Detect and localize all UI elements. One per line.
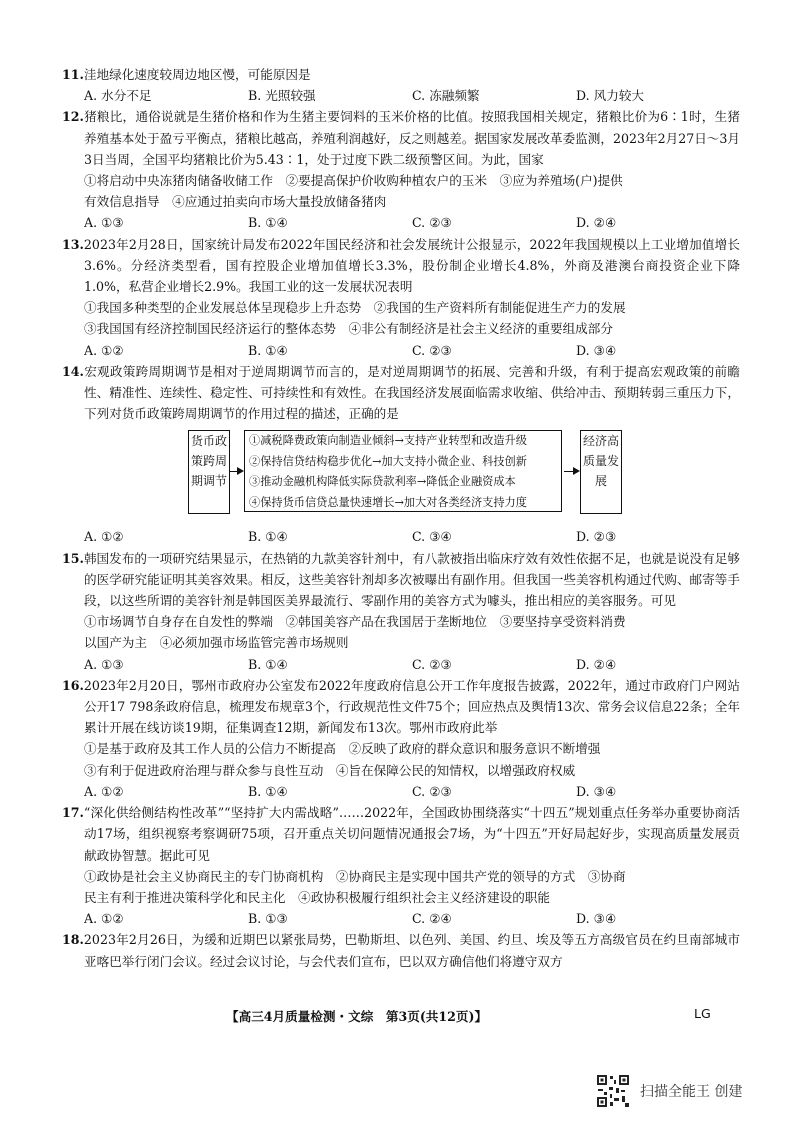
footer-code: LG: [694, 1006, 711, 1021]
answer-option: A. ①③: [84, 656, 124, 672]
answer-option: C. ②③: [412, 783, 452, 799]
answer-option: C. ②③: [412, 215, 452, 231]
question-q16: [62, 675, 740, 802]
choice-line: ①我国多种类型的企业发展总体呈现稳步上升态势 ②我国的生产资料所有制能促进生产力的发展: [84, 300, 626, 316]
answer-option: C. ③④: [412, 529, 452, 545]
question-q15: [62, 548, 740, 675]
answer-option: B. ①④: [248, 656, 288, 672]
question-q17: [62, 802, 740, 929]
question-text: 宏观政策跨周期调节是相对于逆周期调节而言的，是对逆周期调节的拓展、完善和升级，有利于提高宏观政策的前瞻性、精准性、连续性、稳定性、可持续性和有效性。在我国经济发展面临需求收缩、供给冲击、预期转弱三重压力下，下列对货币政策跨周期调节的作用过程的描述，正确的是: [83, 363, 740, 422]
choice-line: ①市场调节自身存在自发性的弊端 ②韩国美容产品在我国居于垄断地位 ③要坚持享受资料消费: [84, 614, 626, 630]
answer-option: C. 冻融频繁: [412, 88, 480, 104]
answer-option: A. ①②: [84, 342, 124, 358]
watermark-text: 扫描全能王 创建: [640, 1084, 743, 1100]
choice-line: 以国产为主 ④必须加强市场监管完善市场规则: [84, 635, 349, 651]
answer-option: B. 光照较强: [248, 88, 316, 104]
diagram-middle-box: [244, 430, 562, 512]
scanner-watermark: [596, 1074, 742, 1108]
choice-line: 民主有利于推进决策科学化和民主化 ④政协积极履行组织社会主义经济建设的职能: [84, 889, 550, 905]
question-number: 15.: [62, 550, 84, 566]
question-stem: [62, 548, 740, 612]
question-number: 14.: [62, 363, 84, 379]
answer-option: A. ①②: [84, 783, 124, 799]
question-text: 洼地绿化速度较周边地区慢，可能原因是: [83, 67, 311, 82]
policy-flow-diagram: [62, 428, 740, 520]
answer-options: [62, 526, 740, 547]
footer-text: 【高三4月质量检测・文综 第3页(共12页)】: [226, 1009, 488, 1024]
question-text: “深化供给侧结构性改革”“坚持扩大内需战略”……2022年，全国政协围绕落实“十四五”规划重点任务举办重要协商活动17场，组织视察考察调研75项，召开重点关切问题情况通报会7场，为“十四五”开好局起好步，实现高质量发展贡献政协智慧。据此可见: [83, 805, 740, 863]
arrow-right-icon: [564, 471, 578, 472]
choice-line: 有效信息指导 ④应通过拍卖向市场大量投放储备猪肉: [84, 194, 387, 210]
question-stem: [62, 802, 740, 866]
answer-option: D. ②④: [576, 656, 617, 672]
question-number: 18.: [62, 932, 84, 948]
question-stem: [62, 929, 740, 971]
question-q12: [62, 106, 740, 233]
question-text: 猪粮比，通俗说就是生猪价格和作为生猪主要饲料的玉米价格的比值。按照我国相关规定，猪粮比价为6∶1时，生猪养殖基本处于盈亏平衡点，猪粮比越高，养殖利润越好，反之则越差。据国家发展改革委监测，2023年2月27日～3月3日当周，全国平均猪粮比价为5.43∶1，处于过度下跌二级预警区间。为此，国家: [83, 109, 741, 167]
diagram-left-box: 货币政策跨周期调节: [188, 430, 230, 514]
diagram-step: ②保持信贷结构稳步优化→加大支持小微企业、科技创新: [249, 454, 527, 468]
question-text: 2023年2月26日，为缓和近期巴以紧张局势，巴勒斯坦、以色列、美国、约旦、埃及等五方高级官员在约旦南部城市亚喀巴举行闭门会议。经过会议讨论，与会代表们宣布，巴以双方确信他们将遵守双方: [83, 932, 740, 969]
choice-line: ③有利于促进政府治理与群众参与良性互动 ④旨在保障公民的知情权，以增强政府权威: [84, 762, 576, 778]
question-q11: [62, 64, 740, 106]
question-stem: [62, 106, 740, 170]
answer-options: [62, 212, 740, 233]
diagram-step: ③推动金融机构降低实际贷款利率→降低企业融资成本: [249, 475, 516, 489]
diagram-right-box: 经济高质量发展: [580, 430, 622, 514]
question-text: 韩国发布的一项研究结果显示，在热销的九款美容针剂中，有八款被指出临床疗效有效性依据不足，也就是说没有足够的医学研究能证明其美容效果。相反，这些美容针剂却多次被曝出有副作用。但我国一些美容机构通过代购、邮寄等手段，以这些所谓的美容针剂是韩国医美界最流行、零副作用的美容方式为噱头，推出相应的美容服务。可见: [83, 550, 740, 609]
choice-line: ③我国国有经济控制国民经济运行的整体态势 ④非公有制经济是社会主义经济的重要组成部分: [84, 321, 613, 337]
answer-option: B. ①④: [248, 783, 288, 799]
answer-option: D. ③④: [576, 783, 617, 799]
answer-option: A. ①②: [84, 529, 124, 545]
question-q14: [62, 361, 740, 548]
answer-option: B. ①③: [248, 911, 288, 927]
question-stem: [62, 64, 740, 85]
question-q18: [62, 929, 740, 971]
answer-option: C. ②④: [412, 911, 452, 927]
answer-option: D. 风力较大: [576, 88, 645, 104]
answer-options: [62, 781, 740, 802]
answer-option: C. ②③: [412, 342, 452, 358]
answer-option: D. ②③: [576, 529, 617, 545]
question-stem: [62, 234, 740, 298]
answer-options: [62, 908, 740, 929]
answer-option: A. ①②: [84, 911, 124, 927]
question-stem: [62, 675, 740, 739]
choice-line: ①是基于政府及其工作人员的公信力不断提高 ②反映了政府的群众意识和服务意识不断增强: [84, 741, 601, 757]
question-q13: [62, 234, 740, 361]
question-stem: [62, 361, 740, 425]
question-number: 17.: [62, 805, 84, 821]
answer-options: [62, 654, 740, 675]
question-number: 12.: [62, 109, 84, 125]
answer-options: [62, 85, 740, 106]
question-number: 11.: [62, 67, 84, 82]
answer-option: D. ③④: [576, 342, 617, 358]
diagram-step: ④保持货币信贷总量快速增长→加大对各类经济支持力度: [249, 495, 527, 509]
answer-option: B. ①④: [248, 529, 288, 545]
question-number: 16.: [62, 677, 84, 693]
arrow-right-icon: [230, 471, 242, 472]
answer-option: D. ③④: [576, 911, 617, 927]
answer-options: [62, 340, 740, 361]
answer-option: A. ①③: [84, 215, 124, 231]
question-text: 2023年2月28日，国家统计局发布2022年国民经济和社会发展统计公报显示，2022年我国规模以上工业增加值增长3.6%。分经济类型看，国有控股企业增加值增长3.3%，股份制企业增长4.8%，外商及港澳台商投资企业下降1.0%，私营企业增长2.9%。我国工业的这一发展状况表明: [83, 236, 740, 295]
answer-option: D. ②④: [576, 215, 617, 231]
answer-option: B. ①④: [248, 342, 288, 358]
answer-option: C. ②③: [412, 656, 452, 672]
exam-page: [62, 64, 740, 972]
choice-line: ①政协是社会主义协商民主的专门协商机构 ②协商民主是实现中国共产党的领导的方式 ③协商: [84, 868, 626, 884]
answer-option: B. ①④: [248, 215, 288, 231]
question-number: 13.: [62, 236, 84, 252]
diagram-step: ①减税降费政策向制造业倾斜→支持产业转型和改造升级: [249, 434, 527, 448]
qr-code-icon: [596, 1074, 630, 1108]
choice-line: ①将启动中央冻猪肉储备收储工作 ②要提高保护价收购种植农户的玉米 ③应为养殖场(户)提供: [84, 173, 623, 189]
question-text: 2023年2月20日，鄂州市政府办公室发布2022年度政府信息公开工作年度报告披露，2022年，通过市政府门户网站公开17 798条政府信息，梳理发布规章3个，行政规范性文件75个；回应热点及舆情13次、常务会议信息22条；全年累计开展在线访谈19期，征集调查12期，新闻发布13次。鄂州市政府此举: [83, 677, 740, 736]
answer-option: A. 水分不足: [84, 88, 152, 104]
